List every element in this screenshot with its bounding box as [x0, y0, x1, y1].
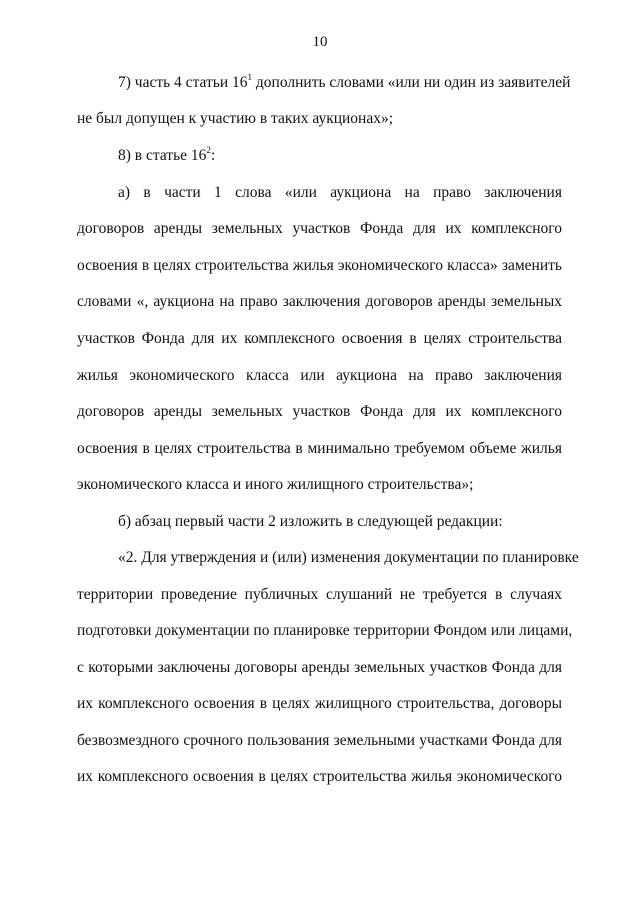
item-7-line-1: 7) часть 4 статьи $16^1$ дополнить словами «или ни один из заявителей: [118, 71, 571, 91]
item-8-heading: 8) в статье $16^2$:: [118, 144, 216, 164]
para-a-line: освоения в целях строительства в минимально требуемом объеме жилья: [77, 440, 562, 457]
para-2-line: территории проведение публичных слушаний не требуется в случаях: [77, 586, 562, 603]
para-2-line: безвозмездного срочного пользования земельными участками Фонда для: [77, 732, 562, 749]
para-a-line: освоения в целях строительства жилья экономического класса» заменить: [77, 257, 562, 274]
para-a-line: участков Фонда для их комплексного освоения в целях строительства: [77, 330, 562, 347]
para-a-line: словами «, аукциона на право заключения договоров аренды земельных: [77, 293, 562, 310]
para-2-line: с которыми заключены договоры аренды земельных участков Фонда для: [77, 659, 562, 676]
para-2-line: их комплексного освоения в целях жилищного строительства, договоры: [77, 695, 562, 712]
para-b: б) абзац первый части 2 изложить в следующей редакции:: [118, 513, 503, 530]
para-2-line: подготовки документации по планировке территории Фондом или лицами,: [77, 622, 573, 639]
para-a-line: жилья экономического класса или аукциона на право заключения: [77, 367, 562, 384]
para-a-line: экономического класса и иного жилищного строительства»;: [77, 476, 474, 493]
para-2-line: «2. Для утверждения и (или) изменения документации по планировке: [118, 549, 579, 566]
page-number: 10: [312, 34, 328, 50]
para-a-line: а) в части 1 слова «или аукциона на право заключения: [118, 184, 562, 201]
para-2-line: их комплексного освоения в целях строительства жилья экономического: [77, 768, 562, 785]
item-7-line-2: не был допущен к участию в таких аукционах»;: [77, 110, 394, 127]
para-a-line: договоров аренды земельных участков Фонда для их комплексного: [77, 403, 562, 420]
para-a-line: договоров аренды земельных участков Фонда для их комплексного: [77, 220, 562, 237]
